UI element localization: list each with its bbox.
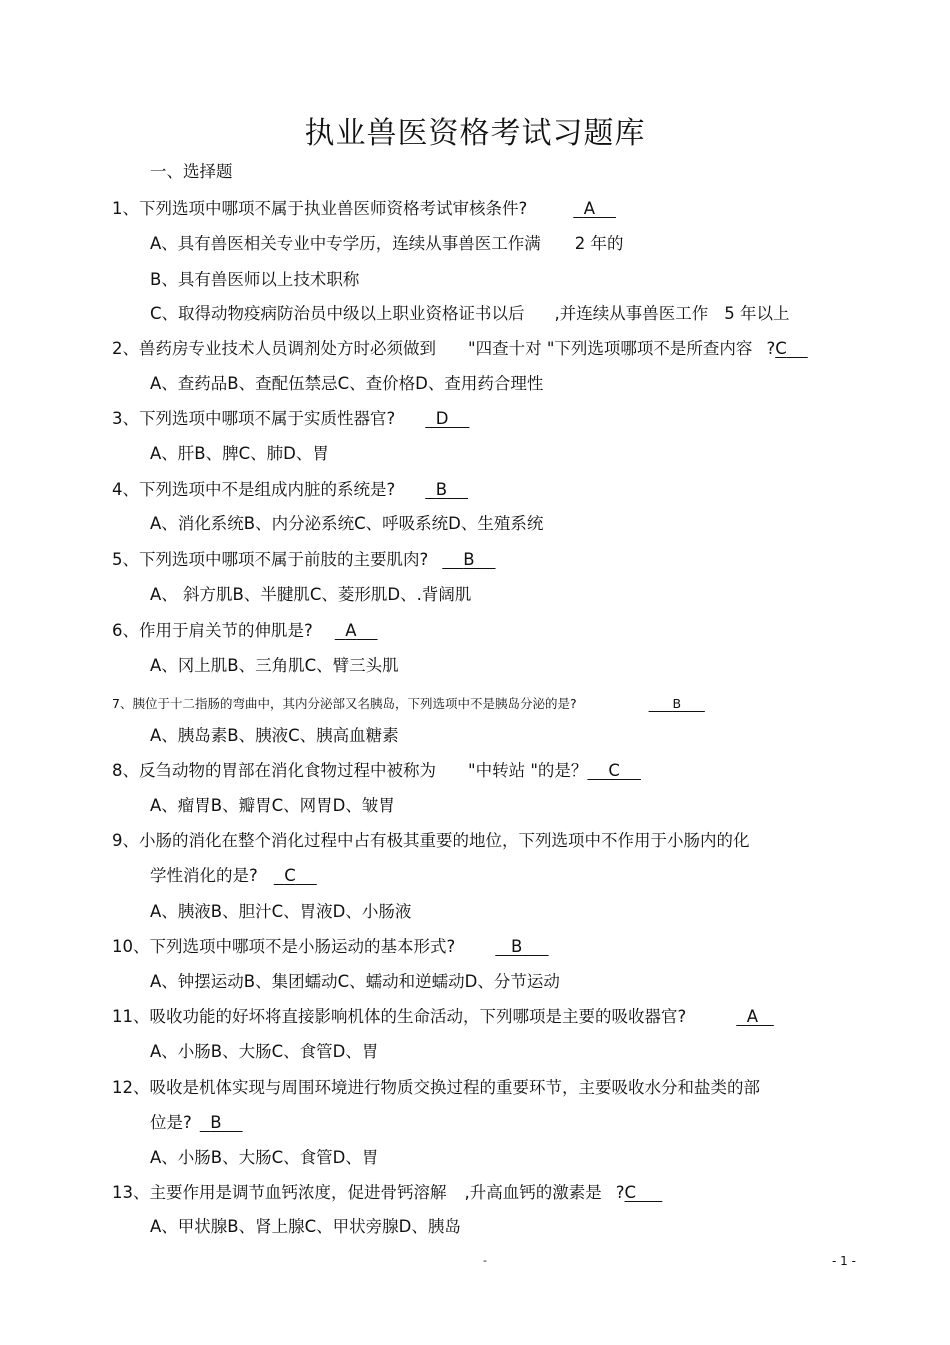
- answer-value: A: [746, 1007, 759, 1026]
- option-b: B、脾: [194, 444, 239, 463]
- option-d: D、.背阔肌: [387, 585, 472, 604]
- question-8: [112, 759, 641, 783]
- question-12-cont: [150, 1111, 243, 1135]
- answer-value: A: [345, 621, 357, 640]
- option-b: B、瓣胃: [210, 796, 272, 815]
- option-c: C、网胃: [271, 796, 333, 815]
- answer-value: C: [624, 1183, 637, 1202]
- option-b: B、内分泌系统: [243, 514, 355, 533]
- option-b: B、大肠: [210, 1042, 272, 1061]
- answer-blank: [736, 1005, 774, 1029]
- option-c: C、甲状旁腺: [304, 1217, 399, 1236]
- option-b: B、集团蠕动: [243, 972, 338, 991]
- option-c: C、胰高血糖素: [288, 726, 399, 745]
- answer-blank: [442, 548, 495, 572]
- answer-blank: [775, 337, 808, 361]
- option-d: D、生殖系统: [448, 514, 544, 533]
- answer-blank: [274, 864, 317, 888]
- question-5: [112, 548, 496, 572]
- question-9-cont: [150, 864, 317, 888]
- option-d: D、胃: [332, 1042, 379, 1061]
- option-b: B、半腱肌: [232, 585, 310, 604]
- question-9: [112, 829, 750, 853]
- options-row: [150, 442, 329, 466]
- options-row: [150, 1215, 461, 1239]
- answer-value: D: [435, 409, 449, 428]
- question-text: 12、吸收是机体实现与周围环境进行物质交换过程的重要环节，主要吸收水分和盐类的部: [112, 1078, 760, 1097]
- page-title: 执业兽医资格考试习题库: [304, 116, 646, 151]
- answer-blank: [625, 1181, 663, 1205]
- question-text: 9、小肠的消化在整个消化过程中占有极其重要的地位，下列选项中不作用于小肠内的化: [112, 831, 750, 850]
- answer-value: B: [210, 1113, 222, 1132]
- question-text-2: "中转站 "的是？: [468, 761, 588, 780]
- question-3: [112, 407, 469, 431]
- option-b: B、三角肌: [227, 656, 305, 675]
- question-text-2: "四查十对 "下列选项哪项不是所查内容: [468, 339, 753, 358]
- option-a: A、 斜方肌: [150, 585, 233, 604]
- option-a: A、肝: [150, 444, 195, 463]
- question-text: 7、胰位于十二指肠的弯曲中，其内分泌部又名胰岛，下列选项中不是胰岛分泌的是?: [112, 696, 577, 711]
- option-line: [150, 232, 624, 256]
- option-b: B、胆汁: [210, 902, 272, 921]
- option-a: A、胰液: [150, 902, 211, 921]
- options-row: [150, 512, 543, 536]
- option-c: C、肺: [238, 444, 284, 463]
- question-text: 10、下列选项中哪项不是小肠运动的基本形式?: [112, 937, 456, 956]
- question-text: 8、反刍动物的胃部在消化食物过程中被称为: [112, 761, 436, 780]
- question-text: 4、下列选项中不是组成内脏的系统是?: [112, 480, 396, 499]
- answer-blank: [587, 759, 641, 783]
- option-b: B、胰液: [227, 726, 289, 745]
- option-c: C、臂三头肌: [304, 656, 399, 675]
- answer-blank: [425, 407, 469, 431]
- option-a: A、具有兽医相关专业中专学历，连续从事兽医工作满: [150, 234, 541, 253]
- option-c-mid: ,并连续从事兽医工作: [554, 304, 709, 323]
- question-13: [112, 1181, 662, 1205]
- option-d: D、胃: [283, 444, 329, 463]
- question-text-2: 位是?: [150, 1113, 192, 1132]
- option-c: C、胃液: [271, 902, 333, 921]
- option-a: A、小肠: [150, 1148, 211, 1167]
- question-1: [112, 197, 616, 221]
- question-mark: ?: [766, 339, 776, 358]
- question-text-2: 学性消化的是?: [150, 866, 258, 885]
- option-line: [150, 302, 790, 326]
- options-row: [150, 654, 399, 678]
- question-text: 13、主要作用是调节血钙浓度，促进骨钙溶解: [112, 1183, 447, 1202]
- option-c: C、取得动物疫病防治员中级以上职业资格证书以后: [150, 304, 525, 323]
- option-b: B、肾上腺: [227, 1217, 305, 1236]
- option-c: C、呼吸系统: [354, 514, 449, 533]
- options-row: [150, 724, 399, 748]
- option-a: A、胰岛素: [150, 726, 228, 745]
- option-c: C、食管: [271, 1148, 333, 1167]
- option-d: D、查用药合理性: [415, 374, 544, 393]
- question-6: [112, 619, 378, 643]
- answer-blank: [649, 692, 705, 716]
- answer-value: C: [608, 761, 620, 780]
- answer-value: C: [284, 866, 296, 885]
- option-c-tail: 5 年以上: [724, 304, 790, 323]
- question-text: 5、下列选项中哪项不属于前肢的主要肌肉?: [112, 550, 429, 569]
- option-a: A、小肠: [150, 1042, 211, 1061]
- options-row: [150, 970, 560, 994]
- answer-value: B: [672, 696, 682, 711]
- answer-blank: [573, 197, 616, 221]
- answer-value: B: [435, 480, 448, 499]
- option-a: A、查药品: [150, 374, 228, 393]
- answer-value: A: [583, 199, 596, 218]
- option-a: A、消化系统: [150, 514, 244, 533]
- question-mark: ?: [615, 1183, 625, 1202]
- footer-mark: -: [483, 1254, 487, 1267]
- option-d: D、分节运动: [464, 972, 560, 991]
- answer-blank: [200, 1111, 243, 1135]
- answer-value: C: [775, 339, 787, 358]
- option-d: D、小肠液: [332, 902, 412, 921]
- option-b: B、具有兽医师以上技术职称: [150, 270, 360, 289]
- answer-value: B: [511, 937, 523, 956]
- question-4: [112, 478, 468, 502]
- question-text: 3、下列选项中哪项不属于实质性器官?: [112, 409, 396, 428]
- answer-value: B: [463, 550, 475, 569]
- question-text: 6、作用于肩关节的伸肌是?: [112, 621, 313, 640]
- answer-blank: [335, 619, 378, 643]
- option-a: A、冈上肌: [150, 656, 228, 675]
- options-row: [150, 1040, 378, 1064]
- question-text: 1、下列选项中哪项不属于执业兽医师资格考试审核条件?: [112, 199, 528, 218]
- option-a-tail: 2 年的: [574, 234, 624, 253]
- options-row: [150, 583, 471, 607]
- question-2: [112, 337, 808, 361]
- option-c: C、食管: [271, 1042, 333, 1061]
- option-d: D、胰岛: [398, 1217, 461, 1236]
- option-a: A、瘤胃: [150, 796, 211, 815]
- question-7: [112, 692, 705, 716]
- question-11: [112, 1005, 774, 1029]
- option-c: C、菱形肌: [309, 585, 388, 604]
- question-text-2: ,升高血钙的激素是: [464, 1183, 602, 1202]
- option-line: [150, 268, 359, 292]
- option-b: B、大肠: [210, 1148, 272, 1167]
- question-text: 11、吸收功能的好坏将直接影响机体的生命活动，下列哪项是主要的吸收器官?: [112, 1007, 687, 1026]
- option-c: C、蠕动和逆蠕动: [337, 972, 465, 991]
- options-row: [150, 900, 411, 924]
- question-10: [112, 935, 549, 959]
- question-12: [112, 1076, 760, 1100]
- section-heading: 一、选择题: [150, 162, 233, 181]
- option-c: C、查价格: [337, 374, 416, 393]
- page-number: - 1 -: [832, 1254, 856, 1268]
- options-row: [150, 372, 543, 396]
- question-text: 2、兽药房专业技术人员调剂处方时必须做到: [112, 339, 436, 358]
- option-b: B、查配伍禁忌: [227, 374, 338, 393]
- option-d: D、胃: [332, 1148, 379, 1167]
- options-row: [150, 1146, 378, 1170]
- option-d: D、皱胃: [332, 796, 395, 815]
- option-a: A、钟摆运动: [150, 972, 244, 991]
- answer-blank: [425, 478, 468, 502]
- options-row: [150, 794, 395, 818]
- option-a: A、甲状腺: [150, 1217, 228, 1236]
- answer-blank: [495, 935, 548, 959]
